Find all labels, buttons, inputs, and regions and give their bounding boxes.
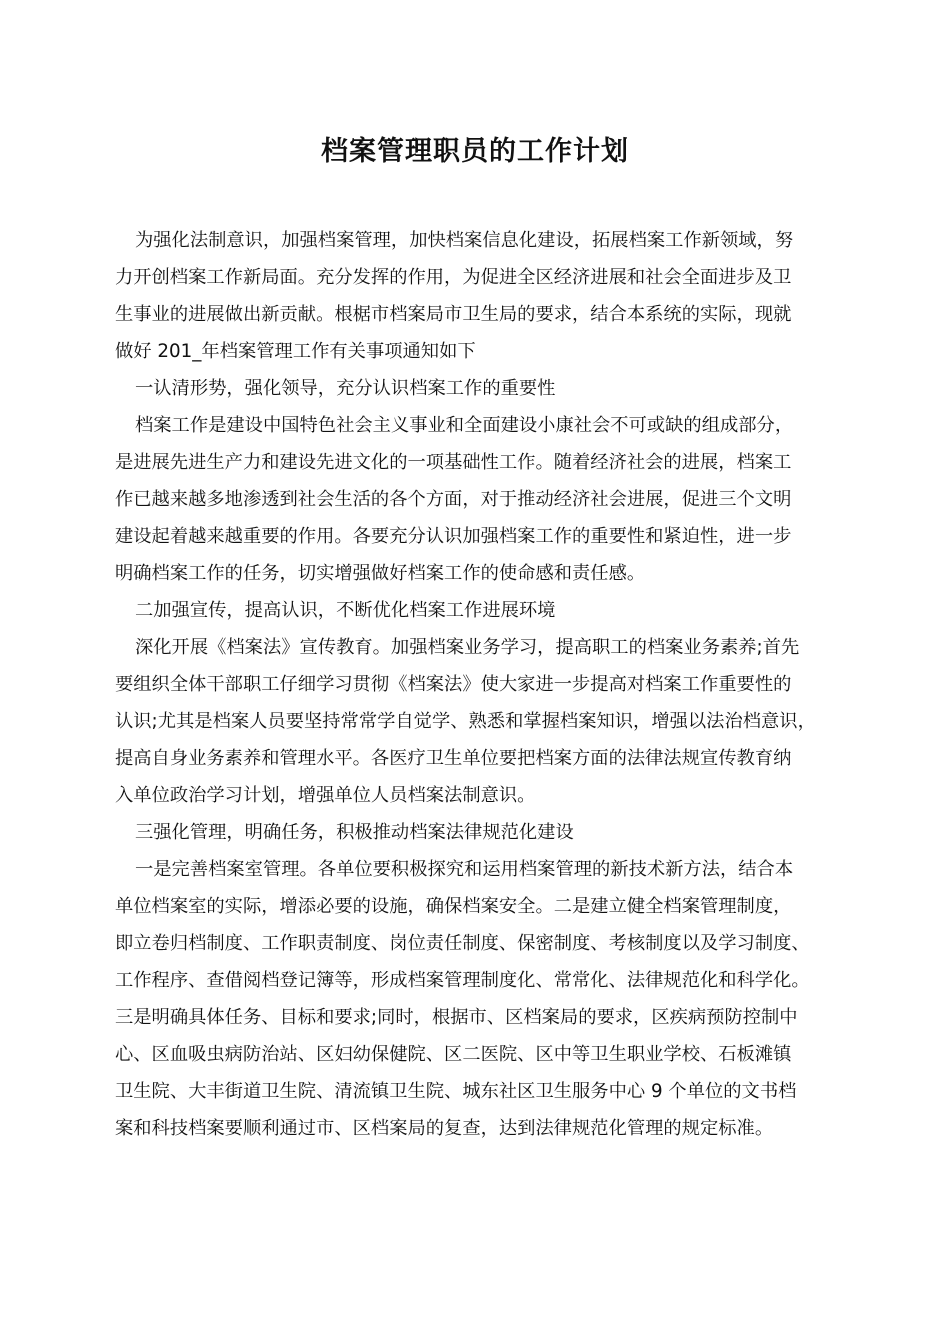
text-line: 二加强宣传，提高认识，不断优化档案工作进展环境	[135, 600, 556, 621]
document-title: 档案管理职员的工作计划	[321, 136, 629, 167]
text-line: 要组织全体干部职工仔细学习贯彻《档案法》使大家进一步提高对档案工作重要性的	[115, 674, 792, 695]
text-line: 力开创档案工作新局面。充分发挥的作用，为促进全区经济进展和社会全面进步及卫	[115, 267, 792, 288]
text-line: 是进展先进生产力和建设先进文化的一项基础性工作。随着经济社会的进展，档案工	[115, 452, 792, 473]
text-line: 明确档案工作的任务，切实增强做好档案工作的使命感和责任感。	[115, 563, 646, 584]
text-line: 心、区血吸虫病防治站、区妇幼保健院、区二医院、区中等卫生职业学校、石板滩镇	[115, 1044, 792, 1065]
text-line: 为强化法制意识，加强档案管理，加快档案信息化建设，拓展档案工作新领域，努	[135, 230, 794, 251]
text-line: 工作程序、查借阅档登记簿等，形成档案管理制度化、常常化、法律规范化和科学化。	[115, 970, 810, 991]
text-line: 即立卷归档制度、工作职责制度、岗位责任制度、保密制度、考核制度以及学习制度、	[115, 933, 810, 954]
text-line: 一是完善档案室管理。各单位要积极探究和运用档案管理的新技术新方法，结合本	[135, 859, 794, 880]
text-line: 深化开展《档案法》宣传教育。加强档案业务学习，提高职工的档案业务素养;首先	[135, 637, 800, 658]
text-line: 作已越来越多地渗透到社会生活的各个方面，对于推动经济社会进展，促进三个文明	[115, 489, 792, 510]
text-line: 生事业的进展做出新贡献。根椐市档案局市卫生局的要求，结合本系统的实际，现就	[115, 304, 792, 325]
text-line: 建设起着越来越重要的作用。各要充分认识加强档案工作的重要性和紧迫性，进一步	[115, 526, 792, 547]
text-line: 单位档案室的实际，增添必要的设施，确保档案安全。二是建立健全档案管理制度，	[115, 896, 792, 917]
text-line: 一认清形势，强化领导，充分认识档案工作的重要性	[135, 378, 556, 399]
text-line: 案和科技档案要顺利通过市、区档案局的复查，达到法律规范化管理的规定标准。	[115, 1118, 774, 1139]
text-line: 卫生院、大丰街道卫生院、清流镇卫生院、城东社区卫生服务中心 9 个单位的文书档	[115, 1081, 797, 1102]
text-line: 提高自身业务素养和管理水平。各医疗卫生单位要把档案方面的法律法规宣传教育纳	[115, 748, 792, 769]
text-line: 入单位政治学习计划，增强单位人员档案法制意识。	[115, 785, 536, 806]
text-line: 三强化管理，明确任务，积极推动档案法律规范化建设	[135, 822, 574, 843]
text-line: 做好 201_年档案管理工作有关事项通知如下	[115, 341, 476, 362]
document-body	[115, 222, 835, 1147]
text-line: 档案工作是建设中国特色社会主义事业和全面建设小康社会不可或缺的组成部分，	[135, 415, 794, 436]
text-line: 三是明确具体任务、目标和要求;同时，根据市、区档案局的要求，区疾病预防控制中	[115, 1007, 798, 1028]
text-line: 认识;尤其是档案人员要坚持常常学自觉学、熟悉和掌握档案知识，增强以法治档意识，	[115, 711, 816, 732]
